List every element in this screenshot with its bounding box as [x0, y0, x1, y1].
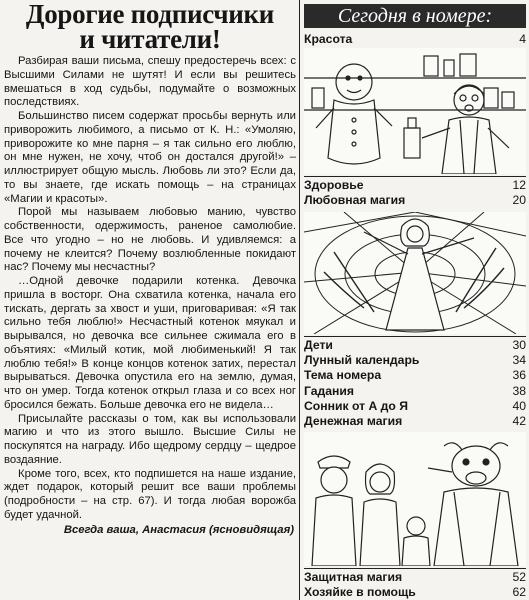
toc-item[interactable] — [304, 585, 526, 600]
toc-item-title: Хозяйке в помощь — [304, 585, 416, 600]
section-rule — [304, 176, 526, 177]
illustration-crowd — [304, 432, 526, 566]
toc-item-title: Тема номера — [304, 368, 382, 383]
toc-item-page: 30 — [512, 338, 526, 352]
pharmacy-drawing — [304, 48, 526, 174]
toc-group-4 — [304, 570, 526, 600]
toc-group-3 — [304, 338, 526, 429]
toc-item-page: 42 — [512, 414, 526, 429]
toc-item-page: 12 — [512, 178, 526, 192]
letter-paragraph: Большинство писем содержат просьбы вернуть или приворожить любимого, а письмо от К. Н.: «Умоляю, приворожите ко мне парня – я так сильно его люблю, он мне нужен, не хочу, чтоб он достался другой!» – иллюстрирует общую мысль. Любовь ли это? Если да, то вы знаете, где искать помощь – на страницах «Магии и красоты». — [4, 110, 296, 205]
toc-item[interactable] — [304, 353, 526, 368]
toc-item-title: Денежная магия — [304, 414, 403, 429]
letter-paragraph: Присылайте рассказы о том, как вы использовали магию и что из этого вышло. Высшие Силы не поскупятся на награду. Ибо щедрому сердцу – щедрое воздаяние. — [4, 412, 296, 466]
toc-group-2 — [304, 178, 526, 208]
toc-item-title: Гадания — [304, 383, 355, 398]
toc-item[interactable] — [304, 193, 526, 208]
editorial-letter — [4, 55, 296, 523]
toc-item-title: Здоровье — [304, 178, 364, 192]
toc-item-page: 38 — [512, 383, 526, 398]
toc-item-page: 40 — [512, 398, 526, 413]
contents-banner: Сегодня в номере: — [304, 4, 526, 28]
section-rule — [304, 568, 526, 569]
toc-item-title: Любовная магия — [304, 193, 406, 208]
toc-item-title: Защитная магия — [304, 570, 403, 584]
letter-paragraph: …Одной девочке подарили котенка. Девочка пришла в восторг. Она схватила котенка, начала его тискать, дергать за хвост и уши, приговаривая: «Я так сильно тебя люблю!» Несчастный котенок мяукал и вырывался, но девочка все сильнее сжимала его в объятиях: «Милый котик, мой любименький! Я так люблю тебя!» В конце концов котенок затих, перестал вырываться. Девочка опустила его на землю, думая, что он умер. Тогда котенок открыл глаза и со всех ног бросился бежать. Больше девочка его не видела… — [4, 275, 296, 411]
headline-line-2: и читатели! — [79, 24, 221, 54]
spider-web-drawing — [304, 212, 526, 334]
toc-item-page: 52 — [512, 570, 526, 584]
editorial-headline — [4, 0, 296, 52]
letter-paragraph: Порой мы называем любовью манию, чувство собственности, одержимость, раненое самолюбие. Все что угодно – но не любовь. И удивляемся: а почему не клеится? Почему возлюбленные покидают нас? Почему мы несчастны? — [4, 206, 296, 274]
letter-paragraph: Кроме того, всех, кто подпишется на наше издание, ждет подарок, который решит все ваши проблемы (подробности – на стр. 67). И тогда любая ворожба будет удачной. — [4, 467, 296, 521]
toc-item[interactable] — [304, 368, 526, 383]
editorial-column — [4, 0, 296, 600]
toc-item[interactable] — [304, 338, 526, 353]
toc-item-page: 34 — [512, 353, 526, 368]
crowd-drawing — [304, 432, 526, 566]
toc-item-page: 20 — [512, 193, 526, 208]
toc-item[interactable] — [304, 384, 526, 399]
toc-item-page: 4 — [519, 32, 526, 46]
section-rule — [304, 336, 526, 337]
toc-item-title: Дети — [304, 338, 333, 352]
toc-item-title: Красота — [304, 32, 353, 46]
letter-paragraph: Разбирая ваши письма, спешу предостеречь всех: с Высшими Силами не шутят! И если вы решитесь вмешаться в ход судьбы, подумайте о возможных последствиях. — [4, 55, 296, 109]
toc-item-page: 62 — [512, 585, 526, 600]
illustration-spider-web — [304, 212, 526, 334]
toc-item[interactable] — [304, 399, 526, 414]
illustration-pharmacy — [304, 48, 526, 174]
toc-item[interactable] — [304, 32, 526, 47]
contents-column — [299, 0, 528, 600]
toc-item[interactable] — [304, 414, 526, 429]
editor-signature: Всегда ваша, Анастасия (ясновидящая) — [63, 523, 294, 536]
toc-group-1 — [304, 32, 526, 47]
toc-item-title: Лунный календарь — [304, 353, 420, 368]
headline-line-1: Дорогие подписчики — [25, 0, 275, 29]
toc-item-title: Сонник от А до Я — [304, 398, 408, 413]
toc-item[interactable] — [304, 178, 526, 193]
toc-item[interactable] — [304, 570, 526, 585]
toc-item-page: 36 — [512, 368, 526, 383]
